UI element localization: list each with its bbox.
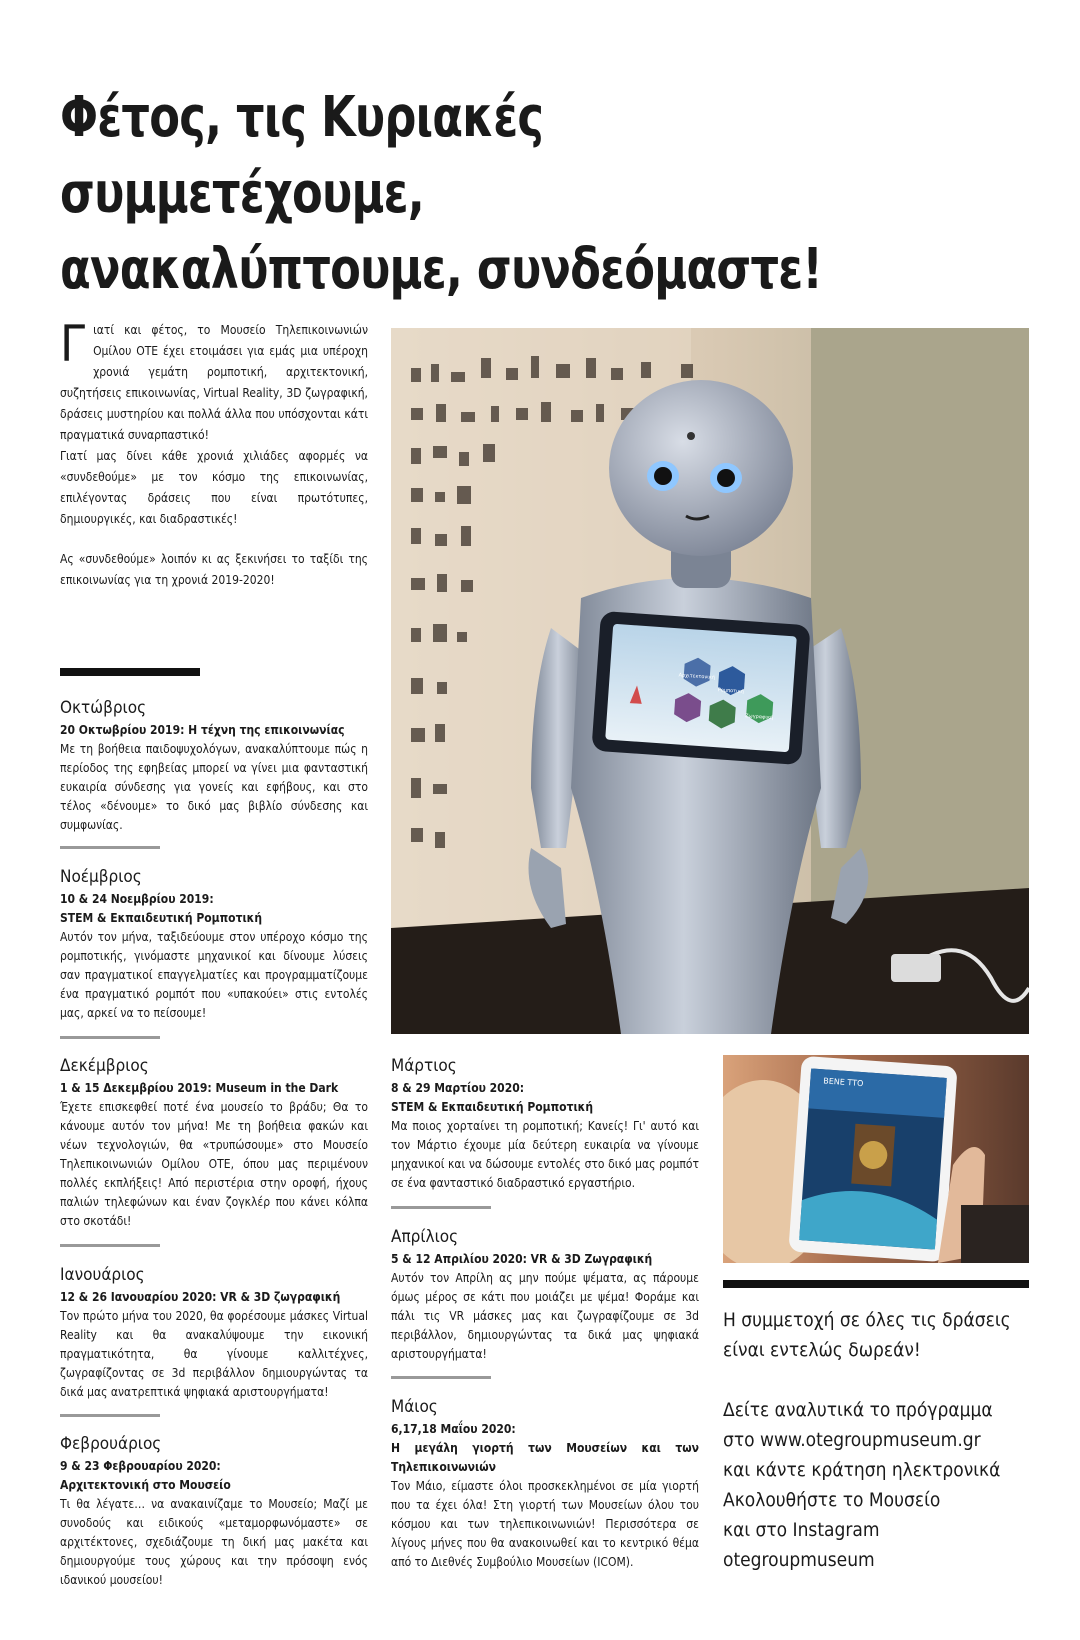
divider (60, 1244, 160, 1247)
month-name: Απρίλιος (391, 1227, 459, 1247)
month-text: Αυτόν τον Απρίλη ας μην πούμε ψέματα, ας πάρουμε όμως μέρος σε κάτι που μοιάζει με ψέμα! Φοράμε και πάλι τις VR μάσκες μας και ζωγραφίζουμε σε 3d περιβάλλον, δημιουργώντας τα δικά μας ψηφιακά αριστουργήματα! (391, 1271, 699, 1361)
headline-line-2: ανακαλύπτουμε, συνδεόμαστε! (60, 237, 823, 302)
month-january (60, 1264, 368, 1402)
month-subtitle: STEM & Εκπαιδευτική Ρομποτική (60, 911, 263, 925)
month-name: Δεκέμβριος (60, 1056, 149, 1076)
headline (60, 80, 828, 308)
month-name: Νοέμβριος (60, 867, 142, 887)
month-may (391, 1396, 699, 1572)
month-text: Με τη βοήθεια παιδοψυχολόγων, ανακαλύπτουμε πώς η περίοδος της εφηβείας μπορεί να γίνει μια φανταστική ευκαιρία σύνδεσης για γονείς και εφήβους, και στο τέλος «δένουμε» το δικό μας βιβλίο σύνδεσης και συμφωνίας. (60, 742, 368, 832)
month-date: 9 & 23 Φεβρουαρίου 2020: (60, 1459, 221, 1473)
month-subtitle: Η μεγάλη γιορτή των Μουσείων και των Τηλεπικοινωνιών (391, 1441, 699, 1474)
month-march (391, 1055, 699, 1193)
divider (60, 1414, 160, 1417)
month-subtitle: STEM & Εκπαιδευτική Ρομποτική (391, 1100, 594, 1114)
divider (60, 1036, 160, 1039)
tablet-tile-3: Ζωγραφική (744, 713, 774, 722)
month-november (60, 866, 368, 1023)
month-name: Μάρτιος (391, 1056, 457, 1076)
month-february (60, 1433, 368, 1590)
info-line-5: και στο Instagram (723, 1519, 880, 1541)
month-text: Τον πρώτο μήνα του 2020, θα φορέσουμε μάσκες Virtual Reality και θα ανακαλύψουμε την εικονική πραγματικότητα, θα γίνουμε καλλιτέχνες, ζωγραφίζοντας σε 3d περιβάλλον δημιουργώντας τα δικά μας ανατρεπτικά ψηφιακά αριστουργήματα! (60, 1309, 368, 1399)
month-april (391, 1226, 699, 1364)
info-line-4: Ακολουθήστε το Μουσείο (723, 1489, 941, 1511)
month-text: Έχετε επισκεφθεί ποτέ ένα μουσείο το βράδυ; Θα το κάνουμε αυτόν τον μήνα! Με τη βοήθεια φακών και νέων τεχνολογιών, θα «τρυπώσουμε» στο Μουσείο Τηλεπικοινωνιών Ομίλου ΟΤΕ, όπου μας περιμένουν πολλές εκπλήξεις! Από περιστέρια στην οροφή, ήχους παλιών τηλεφώνων και έναν ζογκλέρ που κάνει κόλπα στο σκοτάδι! (60, 1100, 368, 1228)
headline-line-1: Φέτος, τις Κυριακές συμμετέχουμε, (60, 85, 544, 226)
section-bar-right (723, 1280, 1029, 1288)
month-date: 12 & 26 Ιανουαρίου 2020: VR & 3D ζωγραφική (60, 1290, 341, 1304)
sidebar-info (723, 1305, 1023, 1575)
info-line-1: Δείτε αναλυτικά το πρόγραμμα (723, 1399, 993, 1421)
month-text: Αυτόν τον μήνα, ταξιδεύουμε στον υπέροχο κόσμο της ρομποτικής, γινόμαστε μηχανικοί και δίνουμε λύσεις σαν πραγματικοί επαγγελματίες και προγραμματίζουμε ένα πραγματικό ρομπότ που «υπακούει» στις εντολές μας, αρκεί να το πείσουμε! (60, 930, 368, 1020)
tablet-photo (723, 1055, 1029, 1263)
tablet-tile-1: Ρομποτική (717, 687, 745, 695)
info-line-6: otegroupmuseum (723, 1549, 875, 1571)
divider (391, 1206, 491, 1209)
tablet-tile-2: Αρχιτεκτονική (678, 672, 716, 681)
month-december (60, 1055, 368, 1231)
intro-paragraph-1: ιατί και φέτος, το Μουσείο Τηλεπικοινωνιών Ομίλου ΟΤΕ έχει ετοιμάσει για εμάς μια υπέροχη χρονιά γεμάτη ρομποτική, αρχιτεκτονική, συζητήσεις επικοινωνίας, Virtual Reality, 3D ζωγραφική, δράσεις μυστηρίου και πολλά άλλα που υπόσχονται κάτι πραγματικά συναρπαστικό! (60, 323, 368, 442)
month-name: Ιανουάριος (60, 1265, 145, 1285)
intro-text (60, 315, 368, 610)
month-date: 10 & 24 Νοεμβρίου 2019: (60, 892, 214, 906)
free-participation-text: Η συμμετοχή σε όλες τις δράσεις είναι εντελώς δωρεάν! (723, 1309, 1011, 1361)
drop-cap: Γ (60, 315, 86, 373)
robot-photo (391, 328, 1029, 1034)
month-date: 1 & 15 Δεκεμβρίου 2019: Museum in the Dark (60, 1081, 339, 1095)
month-name: Οκτώβριος (60, 698, 147, 718)
info-line-3: και κάντε κράτηση ηλεκτρονικά (723, 1459, 1001, 1481)
section-bar-left (60, 668, 200, 676)
month-date: 8 & 29 Μαρτίου 2020: (391, 1081, 525, 1095)
month-october (60, 697, 368, 835)
month-date: 20 Οκτωβρίου 2019: Η τέχνη της επικοινωνίας (60, 723, 345, 737)
month-text: Μα ποιος χορταίνει τη ρομποτική; Κανείς! Γι' αυτό και τον Μάρτιο έχουμε μία δεύτερη ευκαιρία να γίνουμε μηχανικοί και να δώσουμε εντολές στο δικό μας ρομπότ σε ένα φανταστικό διαδραστικό εργαστήριο. (391, 1119, 699, 1190)
divider (60, 846, 160, 849)
intro-paragraph-1b: Γιατί μας δίνει κάθε χρονιά χιλιάδες αφορμές να «συνδεθούμε» με τον κόσμο της επικοινωνίας, επιλέγοντας δράσεις που είναι πρωτότυπες, δημιουργικές, και διαδραστικές! (60, 449, 368, 526)
divider (391, 1376, 491, 1379)
month-subtitle: Αρχιτεκτονική στο Μουσείο (60, 1478, 231, 1492)
intro-paragraph-2: Ας «συνδεθούμε» λοιπόν κι ας ξεκινήσει το ταξίδι της επικοινωνίας για τη χρονιά 2019-2020! (60, 552, 368, 587)
month-name: Μάιος (391, 1397, 438, 1417)
month-text: Τι θα λέγατε… να ανακαινίζαμε το Μουσείο; Μαζί με συνοδούς και ειδικούς «μεταμορφωνόμαστε» σε αρχιτέκτονες, σχεδιάζουμε τη δική μας μακέτα και δημιουργούμε τους χώρους και την πρόσοψη ενός ιδανικού μουσείου! (60, 1497, 368, 1587)
month-text: Τον Μάιο, είμαστε όλοι προσκεκλημένοι σε μία γιορτή που τα έχει όλα! Στη γιορτή των Μουσείων όλου του κόσμου και των τηλεπικοινωνιών! Περισσότερα σε λίγους μήνες που θα ανακοινωθεί και το κεντρικό θέμα από το Διεθνές Συμβούλιο Μουσείων (ICOM). (391, 1479, 699, 1569)
month-date: 5 & 12 Απριλίου 2020: VR & 3D Ζωγραφική (391, 1252, 653, 1266)
month-name: Φεβρουάριος (60, 1434, 162, 1454)
month-date: 6,17,18 Μαΐου 2020: (391, 1422, 516, 1436)
info-line-2: στο www.otegroupmuseum.gr (723, 1429, 981, 1451)
tablet-screen-label: BENE TTO (823, 1076, 864, 1089)
